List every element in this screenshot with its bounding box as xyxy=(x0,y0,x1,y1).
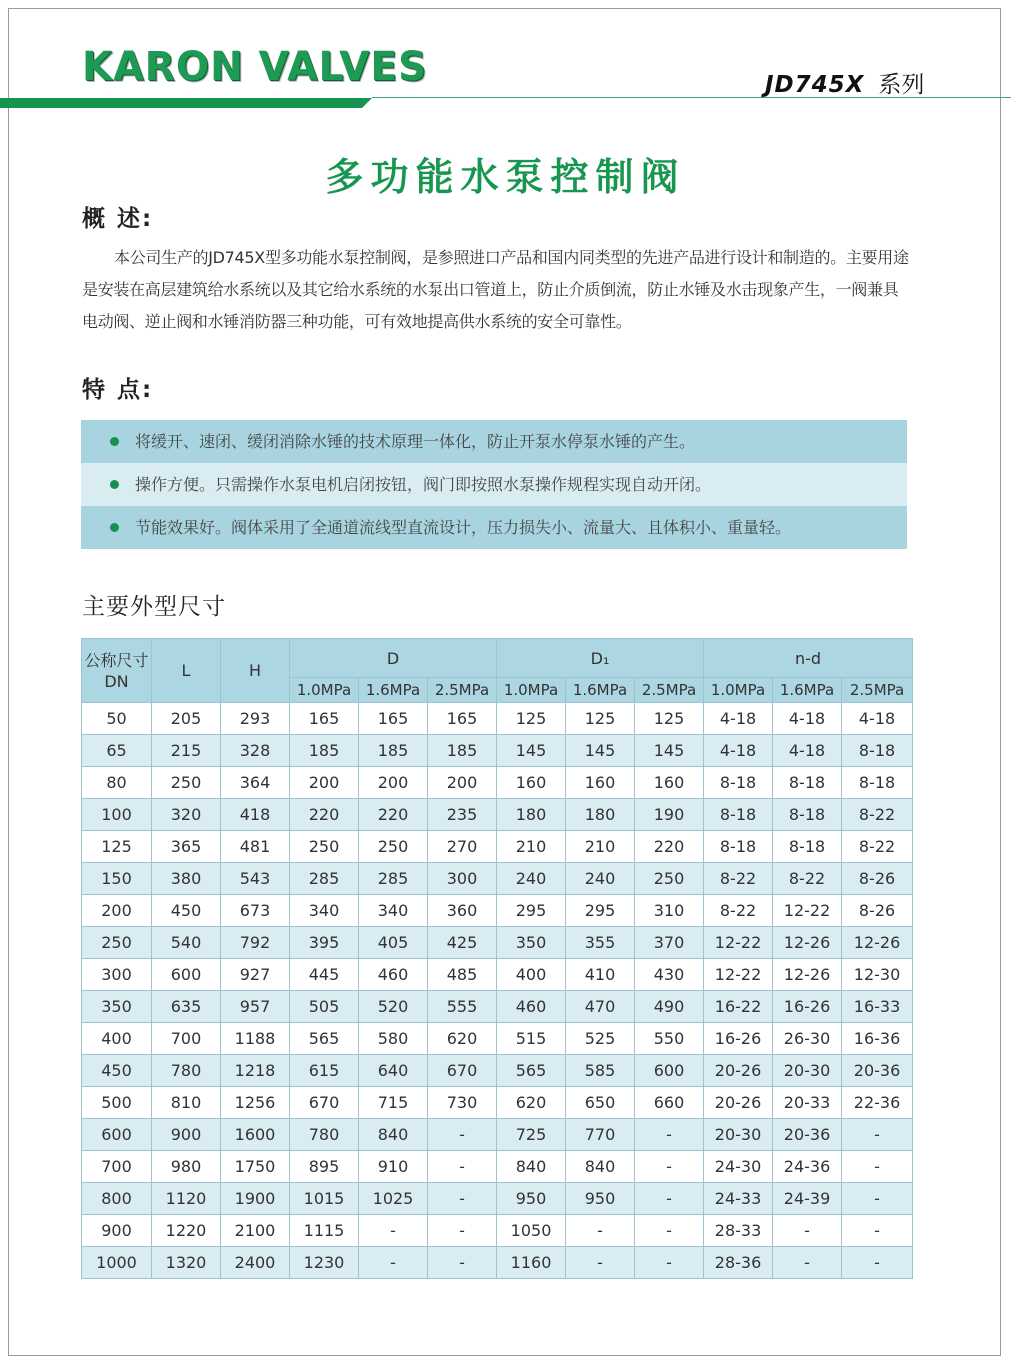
table-cell: - xyxy=(428,1215,497,1247)
table-cell: 673 xyxy=(221,895,290,927)
table-row xyxy=(82,863,913,895)
table-cell: 293 xyxy=(221,703,290,735)
table-cell: 220 xyxy=(359,799,428,831)
table-cell: 1025 xyxy=(359,1183,428,1215)
table-cell: 565 xyxy=(290,1023,359,1055)
dimensions-table xyxy=(81,638,913,1279)
table-row xyxy=(82,991,913,1023)
table-cell: 145 xyxy=(566,735,635,767)
table-row xyxy=(82,1247,913,1279)
table-cell: 580 xyxy=(359,1023,428,1055)
table-cell: 300 xyxy=(428,863,497,895)
table-cell: 8-18 xyxy=(842,735,913,767)
table-cell: 12-26 xyxy=(842,927,913,959)
table-cell: 200 xyxy=(428,767,497,799)
table-cell: 895 xyxy=(290,1151,359,1183)
table-cell: 840 xyxy=(359,1119,428,1151)
table-cell: 235 xyxy=(428,799,497,831)
bullet-icon xyxy=(110,523,119,532)
table-cell: 2400 xyxy=(221,1247,290,1279)
table-cell: 505 xyxy=(290,991,359,1023)
table-cell: 12-22 xyxy=(704,959,773,991)
table-cell: 340 xyxy=(290,895,359,927)
table-cell: 660 xyxy=(635,1087,704,1119)
table-cell: 540 xyxy=(152,927,221,959)
table-cell: 16-26 xyxy=(704,1023,773,1055)
header-pressure: 2.5MPa xyxy=(635,678,704,703)
table-cell: 165 xyxy=(290,703,359,735)
table-cell: 180 xyxy=(497,799,566,831)
table-cell: 670 xyxy=(290,1087,359,1119)
table-cell: 365 xyxy=(152,831,221,863)
table-cell: - xyxy=(359,1247,428,1279)
table-cell: 770 xyxy=(566,1119,635,1151)
table-cell: 150 xyxy=(82,863,152,895)
table-cell: 700 xyxy=(82,1151,152,1183)
table-cell: 250 xyxy=(635,863,704,895)
table-row xyxy=(82,1023,913,1055)
table-cell: 270 xyxy=(428,831,497,863)
table-cell: 355 xyxy=(566,927,635,959)
table-row xyxy=(82,735,913,767)
table-cell: 180 xyxy=(566,799,635,831)
table-cell: 520 xyxy=(359,991,428,1023)
series-label xyxy=(765,66,924,99)
table-row xyxy=(82,767,913,799)
table-cell: 725 xyxy=(497,1119,566,1151)
table-cell: 8-22 xyxy=(842,799,913,831)
table-cell: - xyxy=(428,1151,497,1183)
table-cell: 295 xyxy=(566,895,635,927)
header-pressure: 1.6MPa xyxy=(773,678,842,703)
table-cell: 24-30 xyxy=(704,1151,773,1183)
table-cell: 1600 xyxy=(221,1119,290,1151)
table-cell: - xyxy=(635,1151,704,1183)
table-row xyxy=(82,1183,913,1215)
table-cell: 635 xyxy=(152,991,221,1023)
table-cell: 20-36 xyxy=(842,1055,913,1087)
table-cell: 250 xyxy=(82,927,152,959)
table-cell: 780 xyxy=(290,1119,359,1151)
table-cell: - xyxy=(842,1247,913,1279)
table-cell: 28-33 xyxy=(704,1215,773,1247)
table-cell: 700 xyxy=(152,1023,221,1055)
model-number: JD745X xyxy=(765,72,865,98)
table-cell: 220 xyxy=(290,799,359,831)
table-cell: 65 xyxy=(82,735,152,767)
table-cell: 370 xyxy=(635,927,704,959)
table-cell: 470 xyxy=(566,991,635,1023)
table-cell: 418 xyxy=(221,799,290,831)
table-cell: 24-36 xyxy=(773,1151,842,1183)
table-cell: 12-22 xyxy=(773,895,842,927)
header-pressure: 1.0MPa xyxy=(704,678,773,703)
table-cell: 840 xyxy=(497,1151,566,1183)
table-cell: 80 xyxy=(82,767,152,799)
table-cell: 1050 xyxy=(497,1215,566,1247)
table-cell: 980 xyxy=(152,1151,221,1183)
table-cell: 485 xyxy=(428,959,497,991)
table-cell: 190 xyxy=(635,799,704,831)
table-cell: 481 xyxy=(221,831,290,863)
table-cell: 20-30 xyxy=(773,1055,842,1087)
table-cell: 250 xyxy=(359,831,428,863)
table-cell: 400 xyxy=(82,1023,152,1055)
table-cell: 490 xyxy=(635,991,704,1023)
table-cell: 8-18 xyxy=(773,831,842,863)
table-cell: 900 xyxy=(82,1215,152,1247)
table-cell: 800 xyxy=(82,1183,152,1215)
series-suffix: 系列 xyxy=(878,72,925,98)
header-d1: D₁ xyxy=(497,639,704,678)
table-row xyxy=(82,703,913,735)
table-cell: 145 xyxy=(635,735,704,767)
header-nd: n-d xyxy=(704,639,913,678)
feature-item xyxy=(81,463,907,506)
table-cell: 340 xyxy=(359,895,428,927)
table-row xyxy=(82,927,913,959)
table-cell: 8-18 xyxy=(842,767,913,799)
table-cell: 1015 xyxy=(290,1183,359,1215)
table-cell: 8-18 xyxy=(773,767,842,799)
table-cell: 364 xyxy=(221,767,290,799)
overview-text: 本公司生产的JD745X型多功能水泵控制阀，是参照进口产品和国内同类型的先进产品进行设计和制造的。主要用途是安装在高层建筑给水系统以及其它给水系统的水泵出口管道上，防止介质倒流，防止水锤及水击现象产生，一阀兼具电动阀、逆止阀和水锤消防器三种功能，可有效地提高供水系统的安全可靠性。 xyxy=(82,248,909,331)
table-cell: 328 xyxy=(221,735,290,767)
table-cell: 24-33 xyxy=(704,1183,773,1215)
table-cell: 20-30 xyxy=(704,1119,773,1151)
table-cell: 22-36 xyxy=(842,1087,913,1119)
table-cell: 8-18 xyxy=(704,799,773,831)
table-cell: 8-18 xyxy=(773,799,842,831)
header-l: L xyxy=(152,639,221,703)
table-cell: 215 xyxy=(152,735,221,767)
table-cell: 1230 xyxy=(290,1247,359,1279)
table-cell: 4-18 xyxy=(704,735,773,767)
table-cell: 780 xyxy=(152,1055,221,1087)
table-cell: 125 xyxy=(566,703,635,735)
table-cell: 12-30 xyxy=(842,959,913,991)
table-cell: - xyxy=(842,1183,913,1215)
table-cell: - xyxy=(773,1247,842,1279)
table-row xyxy=(82,799,913,831)
header-pressure: 1.0MPa xyxy=(290,678,359,703)
table-cell: 4-18 xyxy=(704,703,773,735)
table-cell: - xyxy=(842,1119,913,1151)
table-cell: 12-26 xyxy=(773,959,842,991)
table-cell: 16-36 xyxy=(842,1023,913,1055)
table-cell: 500 xyxy=(82,1087,152,1119)
table-cell: 600 xyxy=(82,1119,152,1151)
table-cell: 515 xyxy=(497,1023,566,1055)
features-heading: 特 点: xyxy=(82,377,154,403)
table-row xyxy=(82,1055,913,1087)
table-cell: 615 xyxy=(290,1055,359,1087)
table-cell: 405 xyxy=(359,927,428,959)
table-cell: 640 xyxy=(359,1055,428,1087)
table-cell: 620 xyxy=(497,1087,566,1119)
table-cell: 670 xyxy=(428,1055,497,1087)
table-cell: - xyxy=(635,1183,704,1215)
table-cell: 1750 xyxy=(221,1151,290,1183)
table-cell: - xyxy=(359,1215,428,1247)
table-row xyxy=(82,1151,913,1183)
page-title: 多功能水泵控制阀 xyxy=(325,155,686,199)
table-cell: 350 xyxy=(497,927,566,959)
table-cell: 8-26 xyxy=(842,895,913,927)
table-cell: 1188 xyxy=(221,1023,290,1055)
table-row xyxy=(82,1215,913,1247)
table-cell: 8-22 xyxy=(704,863,773,895)
header-pressure: 2.5MPa xyxy=(842,678,913,703)
table-row xyxy=(82,831,913,863)
table-cell: 1000 xyxy=(82,1247,152,1279)
table-cell: 160 xyxy=(497,767,566,799)
table-cell: 24-39 xyxy=(773,1183,842,1215)
table-cell: - xyxy=(428,1247,497,1279)
table-cell: 20-26 xyxy=(704,1055,773,1087)
table-cell: 16-26 xyxy=(773,991,842,1023)
table-row xyxy=(82,959,913,991)
table-cell: 730 xyxy=(428,1087,497,1119)
feature-text: 节能效果好。阀体采用了全通道流线型直流设计，压力损失小、流量大、且体积小、重量轻。 xyxy=(135,518,792,537)
header-d: D xyxy=(290,639,497,678)
header-pressure: 1.6MPa xyxy=(359,678,428,703)
dimensions-heading: 主要外型尺寸 xyxy=(82,594,226,620)
table-cell: 1160 xyxy=(497,1247,566,1279)
table-cell: 20-26 xyxy=(704,1087,773,1119)
table-cell: - xyxy=(428,1119,497,1151)
table-cell: 200 xyxy=(359,767,428,799)
table-cell: 400 xyxy=(497,959,566,991)
table-cell: 8-18 xyxy=(704,831,773,863)
table-cell: 460 xyxy=(497,991,566,1023)
table-cell: 410 xyxy=(566,959,635,991)
table-cell: - xyxy=(566,1247,635,1279)
table-cell: 8-22 xyxy=(842,831,913,863)
table-cell: 445 xyxy=(290,959,359,991)
table-cell: 285 xyxy=(359,863,428,895)
table-cell: 50 xyxy=(82,703,152,735)
table-cell: 165 xyxy=(428,703,497,735)
company-logo: KARON VALVES xyxy=(82,44,428,90)
table-cell: 910 xyxy=(359,1151,428,1183)
feature-item xyxy=(81,420,907,463)
bullet-icon xyxy=(110,480,119,489)
table-cell: 205 xyxy=(152,703,221,735)
table-cell: 715 xyxy=(359,1087,428,1119)
table-cell: - xyxy=(635,1247,704,1279)
table-cell: 900 xyxy=(152,1119,221,1151)
table-cell: - xyxy=(773,1215,842,1247)
table-cell: 1120 xyxy=(152,1183,221,1215)
table-cell: 927 xyxy=(221,959,290,991)
table-cell: 165 xyxy=(359,703,428,735)
table-cell: 320 xyxy=(152,799,221,831)
overview-heading: 概 述: xyxy=(82,206,154,232)
table-cell: 12-22 xyxy=(704,927,773,959)
table-row xyxy=(82,895,913,927)
table-cell: 360 xyxy=(428,895,497,927)
table-cell: 4-18 xyxy=(773,703,842,735)
table-cell: 16-22 xyxy=(704,991,773,1023)
table-cell: - xyxy=(842,1215,913,1247)
table-cell: 285 xyxy=(290,863,359,895)
table-cell: 395 xyxy=(290,927,359,959)
table-cell: 650 xyxy=(566,1087,635,1119)
table-cell: 4-18 xyxy=(773,735,842,767)
table-cell: 185 xyxy=(359,735,428,767)
table-cell: 4-18 xyxy=(842,703,913,735)
feature-item xyxy=(81,506,907,549)
features-list xyxy=(81,420,907,549)
header-dn-line1: 公称尺寸 xyxy=(84,650,149,670)
table-cell: 957 xyxy=(221,991,290,1023)
table-cell: 20-36 xyxy=(773,1119,842,1151)
table-cell: 125 xyxy=(82,831,152,863)
table-cell: 1900 xyxy=(221,1183,290,1215)
table-cell: 1320 xyxy=(152,1247,221,1279)
table-cell: 600 xyxy=(635,1055,704,1087)
table-cell: - xyxy=(842,1151,913,1183)
feature-text: 操作方便。只需操作水泵电机启闭按钮，阀门即按照水泵操作规程实现自动开闭。 xyxy=(135,475,712,494)
table-cell: 8-22 xyxy=(773,863,842,895)
table-cell: 550 xyxy=(635,1023,704,1055)
table-cell: 250 xyxy=(290,831,359,863)
table-cell: 295 xyxy=(497,895,566,927)
table-cell: 425 xyxy=(428,927,497,959)
table-cell: 792 xyxy=(221,927,290,959)
header-dn xyxy=(82,639,152,703)
table-cell: 460 xyxy=(359,959,428,991)
table-cell: 543 xyxy=(221,863,290,895)
table-cell: 185 xyxy=(428,735,497,767)
feature-text: 将缓开、速闭、缓闭消除水锤的技术原理一体化，防止开泵水停泵水锤的产生。 xyxy=(135,432,696,451)
header-pressure: 2.5MPa xyxy=(428,678,497,703)
table-cell: - xyxy=(566,1215,635,1247)
table-cell: 810 xyxy=(152,1087,221,1119)
table-cell: 8-26 xyxy=(842,863,913,895)
table-cell: 220 xyxy=(635,831,704,863)
table-cell: 585 xyxy=(566,1055,635,1087)
table-cell: 250 xyxy=(152,767,221,799)
table-cell: 26-30 xyxy=(773,1023,842,1055)
table-cell: 950 xyxy=(566,1183,635,1215)
table-cell: 950 xyxy=(497,1183,566,1215)
table-cell: 1220 xyxy=(152,1215,221,1247)
table-cell: 100 xyxy=(82,799,152,831)
header-pressure: 1.0MPa xyxy=(497,678,566,703)
table-cell: 450 xyxy=(82,1055,152,1087)
table-cell: 525 xyxy=(566,1023,635,1055)
table-cell: 620 xyxy=(428,1023,497,1055)
table-cell: 600 xyxy=(152,959,221,991)
table-cell: 565 xyxy=(497,1055,566,1087)
table-row xyxy=(82,1119,913,1151)
table-cell: 350 xyxy=(82,991,152,1023)
table-cell: 555 xyxy=(428,991,497,1023)
table-cell: 12-26 xyxy=(773,927,842,959)
table-cell: 210 xyxy=(497,831,566,863)
table-cell: - xyxy=(635,1215,704,1247)
table-cell: 20-33 xyxy=(773,1087,842,1119)
table-cell: 160 xyxy=(635,767,704,799)
table-cell: - xyxy=(428,1183,497,1215)
header-dn-line2: DN xyxy=(104,671,129,691)
table-cell: 1115 xyxy=(290,1215,359,1247)
table-cell: 1256 xyxy=(221,1087,290,1119)
header-h: H xyxy=(221,639,290,703)
table-cell: 1218 xyxy=(221,1055,290,1087)
table-cell: 160 xyxy=(566,767,635,799)
table-cell: 125 xyxy=(635,703,704,735)
table-cell: 210 xyxy=(566,831,635,863)
bullet-icon xyxy=(110,437,119,446)
table-cell: 300 xyxy=(82,959,152,991)
table-cell: 8-18 xyxy=(704,767,773,799)
table-cell: 200 xyxy=(290,767,359,799)
table-cell: 16-33 xyxy=(842,991,913,1023)
table-cell: - xyxy=(635,1119,704,1151)
table-cell: 8-22 xyxy=(704,895,773,927)
table-cell: 200 xyxy=(82,895,152,927)
table-row xyxy=(82,1087,913,1119)
table-cell: 185 xyxy=(290,735,359,767)
header-green-bar xyxy=(0,98,372,108)
header-pressure: 1.6MPa xyxy=(566,678,635,703)
table-cell: 28-36 xyxy=(704,1247,773,1279)
table-cell: 310 xyxy=(635,895,704,927)
table-cell: 380 xyxy=(152,863,221,895)
table-cell: 240 xyxy=(497,863,566,895)
table-cell: 145 xyxy=(497,735,566,767)
table-cell: 125 xyxy=(497,703,566,735)
table-cell: 240 xyxy=(566,863,635,895)
table-cell: 840 xyxy=(566,1151,635,1183)
table-cell: 450 xyxy=(152,895,221,927)
table-cell: 2100 xyxy=(221,1215,290,1247)
table-cell: 430 xyxy=(635,959,704,991)
